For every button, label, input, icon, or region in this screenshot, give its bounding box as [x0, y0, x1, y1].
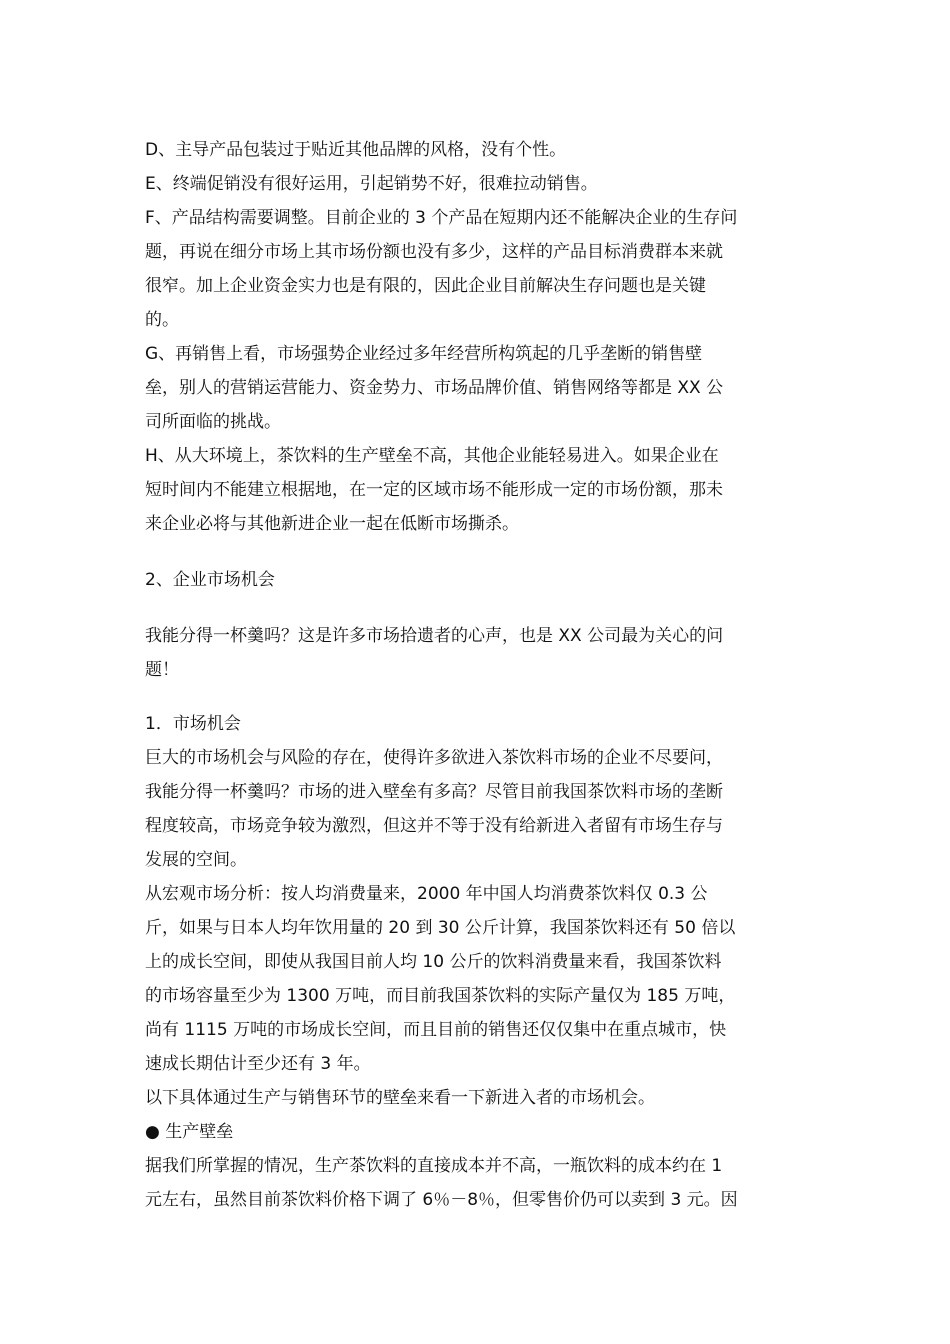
macro-analysis-line-2: 斤，如果与日本人均年饮用量的 20 到 30 公斤计算，我国茶饮料还有 50 倍以	[145, 918, 736, 938]
spacer	[145, 541, 810, 563]
paragraph-e: E、终端促销没有很好运用，引起销势不好，很难拉动销售。	[145, 174, 598, 194]
paragraph-g-line-2: 垒，别人的营销运营能力、资金势力、市场品牌价值、销售网络等都是 XX 公	[145, 378, 724, 398]
intro-line-1: 我能分得一杯羹吗？这是许多市场拾遗者的心声，也是 XX 公司最为关心的问	[145, 626, 724, 646]
paragraph-g-line-1: G、再销售上看，市场强势企业经过多年经营所构筑起的几乎垄断的销售壁	[145, 344, 703, 364]
intro-line-2: 题！	[145, 660, 179, 680]
paragraph-f-line-4: 的。	[145, 310, 179, 330]
paragraph-h-line-1: H、从大环境上，茶饮料的生产壁垒不高，其他企业能轻易进入。如果企业在	[145, 446, 719, 466]
market-paragraph-line-1: 巨大的市场机会与风险的存在，使得许多欲进入茶饮料市场的企业不尽要问，	[145, 748, 723, 768]
barrier-intro: 以下具体通过生产与销售环节的壁垒来看一下新进入者的市场机会。	[145, 1088, 655, 1108]
document-page	[145, 133, 810, 1217]
paragraph-f-line-3: 很窄。加上企业资金实力也是有限的，因此企业目前解决生存问题也是关键	[145, 276, 706, 296]
bullet-production-barrier: ● 生产壁垒	[145, 1122, 234, 1142]
subsection-heading: 1．市场机会	[145, 714, 241, 734]
market-paragraph-line-4: 发展的空间。	[145, 850, 247, 870]
section-heading-market-opportunity: 2、企业市场机会	[145, 570, 275, 590]
paragraph-d: D、主导产品包装过于贴近其他品牌的风格，没有个性。	[145, 140, 567, 160]
paragraph-f-line-2: 题，再说在细分市场上其市场份额也没有多少，这样的产品目标消费群本来就	[145, 242, 723, 262]
macro-analysis-line-6: 速成长期估计至少还有 3 年。	[145, 1054, 371, 1074]
paragraph-f-line-1: F、产品结构需要调整。目前企业的 3 个产品在短期内还不能解决企业的生存问	[145, 208, 738, 228]
paragraph-g-line-3: 司所面临的挑战。	[145, 412, 281, 432]
macro-analysis-line-1: 从宏观市场分析：按人均消费量来，2000 年中国人均消费茶饮料仅 0.3 公	[145, 884, 708, 904]
cost-paragraph-line-2: 元左右，虽然目前茶饮料价格下调了 6％－8％，但零售价仍可以卖到 3 元。因	[145, 1190, 738, 1210]
cost-paragraph-line-1: 据我们所掌握的情况，生产茶饮料的直接成本并不高，一瓶饮料的成本约在 1	[145, 1156, 723, 1176]
market-paragraph-line-3: 程度较高，市场竞争较为激烈，但这并不等于没有给新进入者留有市场生存与	[145, 816, 723, 836]
paragraph-h-line-3: 来企业必将与其他新进企业一起在低断市场撕杀。	[145, 514, 519, 534]
spacer	[145, 597, 810, 619]
macro-analysis-line-4: 的市场容量至少为 1300 万吨，而目前我国茶饮料的实际产量仅为 185 万吨，	[145, 986, 736, 1006]
paragraph-h-line-2: 短时间内不能建立根据地，在一定的区域市场不能形成一定的市场份额，那未	[145, 480, 723, 500]
macro-analysis-line-3: 上的成长空间，即使从我国目前人均 10 公斤的饮料消费量来看，我国茶饮料	[145, 952, 722, 972]
spacer	[145, 687, 810, 707]
market-paragraph-line-2: 我能分得一杯羹吗？市场的进入壁垒有多高？尽管目前我国茶饮料市场的垄断	[145, 782, 723, 802]
macro-analysis-line-5: 尚有 1115 万吨的市场成长空间，而且目前的销售还仅仅集中在重点城市，快	[145, 1020, 727, 1040]
